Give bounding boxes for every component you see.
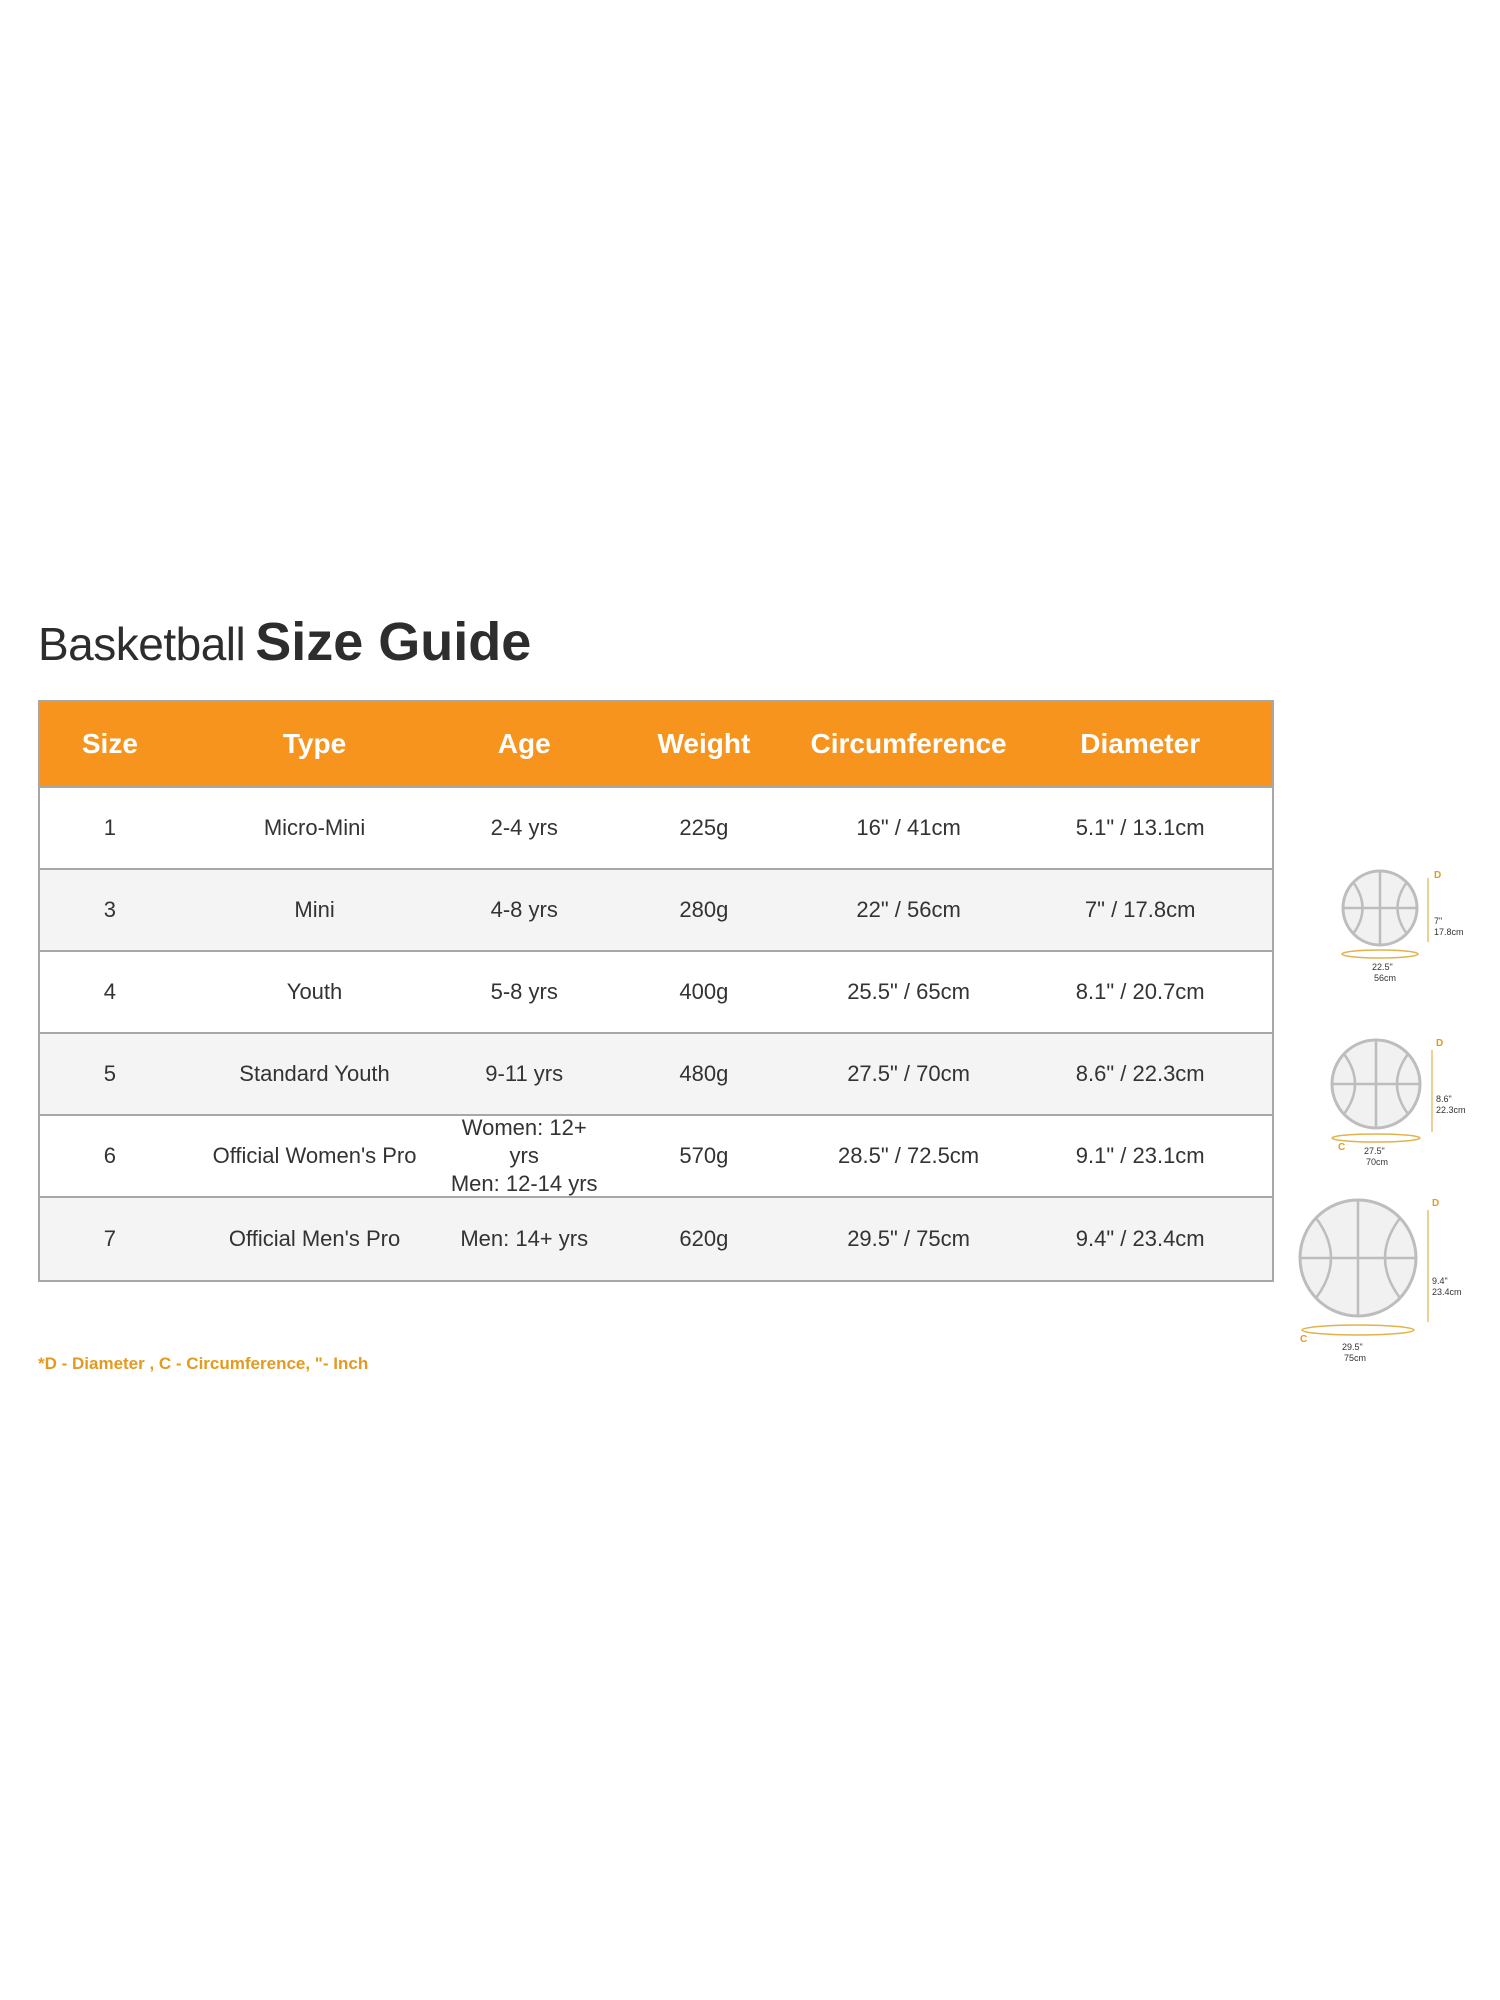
cell-weight: 620g	[679, 1226, 729, 1251]
age-line: 2-4 yrs	[490, 815, 558, 840]
table-row	[40, 952, 1272, 1034]
age-line: 5-8 yrs	[490, 979, 558, 1004]
diameter-letter: D	[1436, 1038, 1444, 1049]
cell-type: Standard Youth	[239, 1061, 390, 1086]
footnote: *D - Diameter , C - Circumference, "- Inch	[38, 1354, 369, 1373]
diameter-cm-label: 23.4cm	[1432, 1287, 1462, 1297]
cell-type: Mini	[294, 897, 335, 922]
cell-weight: 480g	[679, 1061, 729, 1086]
age-line: Men: 12-14 yrs	[450, 1171, 598, 1196]
circumference-inch-label: 27.5"	[1364, 1146, 1385, 1156]
cell-type: Official Men's Pro	[228, 1226, 401, 1251]
header-circumference: Circumference	[810, 728, 1007, 759]
circumference-cm-label: 75cm	[1344, 1353, 1367, 1363]
diameter-inch-label: 9.4"	[1432, 1276, 1448, 1286]
cell-weight: 280g	[679, 897, 729, 922]
cell-size: 4	[103, 979, 116, 1004]
age-line: Men: 14+ yrs	[460, 1226, 589, 1251]
header-type: Type	[282, 728, 347, 759]
title-light: Basketball	[38, 618, 246, 670]
circumference-inch-label: 22.5"	[1372, 962, 1393, 972]
cell-size: 3	[103, 897, 116, 922]
cell-diameter: 8.6" / 22.3cm	[1075, 1061, 1205, 1086]
diameter-inch-label: 8.6"	[1436, 1094, 1452, 1104]
cell-size: 1	[103, 815, 116, 840]
cell-weight: 225g	[679, 815, 729, 840]
cell-diameter: 8.1" / 20.7cm	[1075, 979, 1205, 1004]
size-guide-table	[38, 700, 1274, 1282]
circumference-letter: C	[1338, 1142, 1346, 1153]
diameter-letter: D	[1434, 870, 1442, 881]
title-bold: Size Guide	[255, 612, 532, 672]
cell-age	[449, 814, 599, 842]
table-row	[40, 1198, 1272, 1280]
cell-size: 6	[103, 1143, 116, 1168]
diameter-cm-label: 17.8cm	[1434, 927, 1464, 937]
cell-circumference: 22" / 56cm	[856, 897, 961, 922]
diameter-letter: D	[1432, 1198, 1440, 1209]
table-header	[40, 702, 1272, 788]
header-diameter: Diameter	[1080, 728, 1201, 759]
cell-circumference: 29.5" / 75cm	[847, 1226, 970, 1251]
cell-type: Youth	[286, 979, 343, 1004]
cell-weight: 400g	[679, 979, 729, 1004]
table-row	[40, 870, 1272, 952]
cell-diameter: 7" / 17.8cm	[1084, 897, 1196, 922]
cell-age	[449, 1225, 599, 1253]
ball-diagram-small	[1320, 866, 1470, 996]
cell-diameter: 9.4" / 23.4cm	[1075, 1226, 1205, 1251]
cell-type: Official Women's Pro	[212, 1143, 417, 1168]
cell-age	[449, 896, 599, 924]
circumference-cm-label: 70cm	[1366, 1157, 1389, 1167]
ball-diagram-medium	[1320, 1034, 1470, 1184]
cell-age	[449, 1114, 599, 1198]
circumference-cm-label: 56cm	[1374, 973, 1397, 983]
circumference-letter: C	[1300, 1334, 1308, 1345]
cell-type: Micro-Mini	[263, 815, 366, 840]
age-line: 9-11 yrs	[485, 1061, 564, 1086]
table-row	[40, 1034, 1272, 1116]
page-title	[38, 612, 531, 674]
cell-diameter: 9.1" / 23.1cm	[1075, 1143, 1205, 1168]
cell-age	[449, 1060, 599, 1088]
header-size: Size	[81, 728, 138, 759]
cell-age	[449, 978, 599, 1006]
diameter-cm-label: 22.3cm	[1436, 1105, 1466, 1115]
header-weight: Weight	[657, 728, 751, 759]
cell-diameter: 5.1" / 13.1cm	[1075, 815, 1205, 840]
ball-diagram-large	[1296, 1196, 1476, 1386]
cell-circumference: 16" / 41cm	[856, 815, 961, 840]
age-line: 4-8 yrs	[490, 897, 558, 922]
cell-circumference: 27.5" / 70cm	[847, 1061, 970, 1086]
circumference-inch-label: 29.5"	[1342, 1342, 1363, 1352]
table-row	[40, 1116, 1272, 1198]
cell-size: 7	[103, 1226, 116, 1251]
diameter-inch-label: 7"	[1434, 916, 1443, 926]
age-line: Women: 12+ yrs	[461, 1115, 587, 1168]
cell-circumference: 25.5" / 65cm	[847, 979, 970, 1004]
table-row	[40, 788, 1272, 870]
cell-size: 5	[103, 1061, 116, 1086]
header-age: Age	[497, 728, 551, 759]
cell-weight: 570g	[679, 1143, 729, 1168]
cell-circumference: 28.5" / 72.5cm	[838, 1143, 980, 1168]
